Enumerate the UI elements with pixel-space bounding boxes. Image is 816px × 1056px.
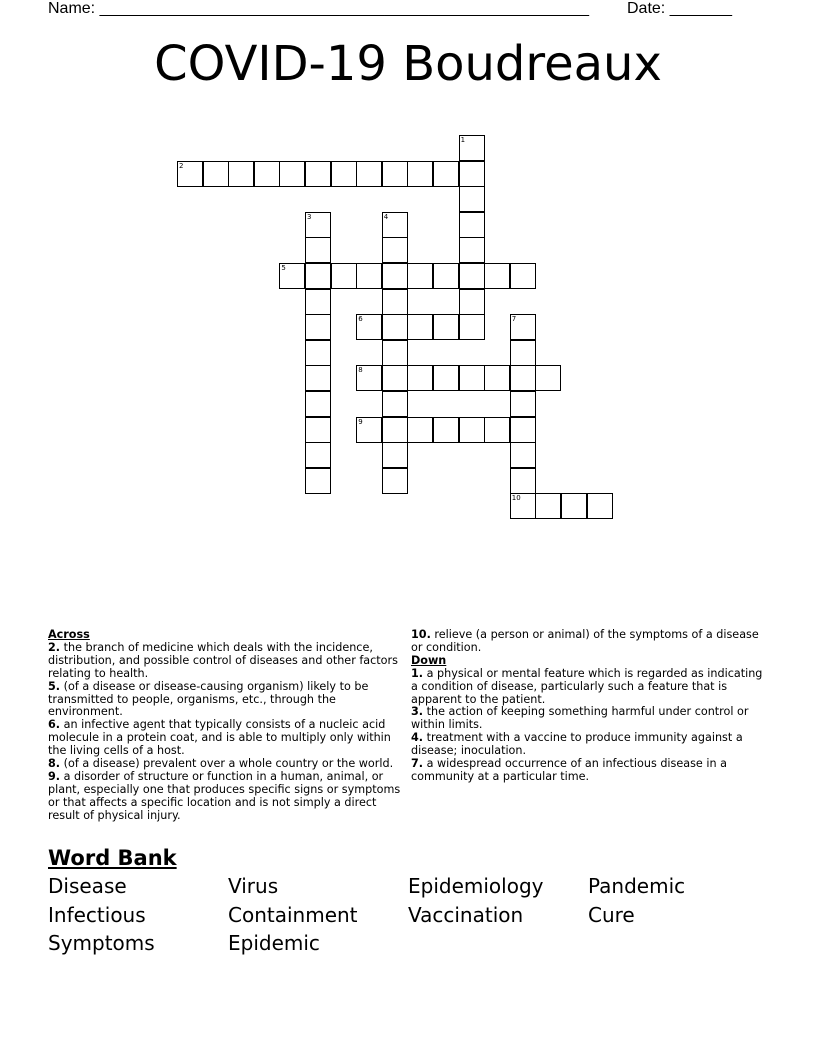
clue-number: 5. — [48, 679, 61, 693]
crossword-cell[interactable] — [510, 391, 536, 417]
crossword-cell[interactable] — [177, 161, 203, 187]
crossword-cell[interactable] — [382, 237, 408, 263]
clue-across-2 — [48, 642, 406, 681]
word-bank-word: Infectious — [48, 903, 146, 927]
clue-text: a physical or mental feature which is regarded as indicating a condition of disease, particularly such a feature that is apparent to the patient. — [411, 666, 763, 706]
crossword-cell[interactable] — [382, 263, 408, 289]
word-bank-word: Pandemic — [588, 874, 686, 898]
clue-number: 4. — [411, 731, 424, 745]
crossword-cell[interactable] — [510, 365, 536, 391]
crossword-cell[interactable] — [535, 493, 561, 519]
word-bank-word: Containment — [228, 903, 358, 927]
word-bank-word: Epidemiology — [408, 874, 544, 898]
crossword-cell[interactable] — [484, 417, 510, 443]
crossword-cell[interactable] — [382, 289, 408, 315]
crossword-cell[interactable] — [305, 263, 331, 289]
crossword-cell[interactable] — [510, 468, 536, 494]
crossword-cell[interactable] — [305, 314, 331, 340]
clue-across-10 — [411, 629, 769, 655]
crossword-cell[interactable] — [459, 263, 485, 289]
word-bank-word: Virus — [228, 874, 279, 898]
crossword-cell[interactable] — [459, 289, 485, 315]
clue-text: (of a disease or disease-causing organism) likely to be transmitted to people, organisms, etc., through the environment. — [48, 679, 369, 719]
crossword-cell[interactable] — [433, 161, 459, 187]
clue-down-3 — [411, 706, 769, 732]
crossword-cell[interactable] — [356, 365, 382, 391]
crossword-cell[interactable] — [305, 161, 331, 187]
word-bank-title: Word Bank — [48, 846, 177, 870]
cell-number: 7 — [511, 315, 517, 324]
crossword-cell[interactable] — [510, 263, 536, 289]
crossword-cell[interactable] — [459, 365, 485, 391]
crossword-cell[interactable] — [510, 493, 536, 519]
crossword-cell[interactable] — [305, 365, 331, 391]
crossword-cell[interactable] — [305, 340, 331, 366]
clue-across-5 — [48, 681, 406, 720]
crossword-cell[interactable] — [305, 468, 331, 494]
crossword-cell[interactable] — [459, 237, 485, 263]
clue-across-6 — [48, 719, 406, 758]
crossword-cell[interactable] — [407, 161, 433, 187]
clue-number: 1. — [411, 666, 424, 680]
crossword-cell[interactable] — [407, 314, 433, 340]
clue-down-1 — [411, 668, 769, 707]
crossword-cell[interactable] — [356, 314, 382, 340]
clues-column-left — [48, 629, 406, 823]
crossword-cell[interactable] — [382, 417, 408, 443]
crossword-cell[interactable] — [484, 263, 510, 289]
page-title: COVID-19 Boudreaux — [154, 36, 662, 92]
cell-number: 8 — [358, 366, 363, 375]
word-bank-word: Symptoms — [48, 931, 155, 955]
crossword-cell[interactable] — [382, 468, 408, 494]
crossword-cell[interactable] — [433, 365, 459, 391]
crossword-cell[interactable] — [459, 186, 485, 212]
crossword-cell[interactable] — [305, 289, 331, 315]
crossword-cell[interactable] — [561, 493, 587, 519]
clue-text: treatment with a vaccine to produce immunity against a disease; inoculation. — [411, 731, 743, 758]
crossword-cell[interactable] — [510, 314, 536, 340]
crossword-cell[interactable] — [203, 161, 229, 187]
clue-number: 10. — [411, 628, 431, 641]
crossword-cell[interactable] — [331, 161, 357, 187]
crossword-cell[interactable] — [356, 263, 382, 289]
crossword-cell[interactable] — [433, 417, 459, 443]
clue-text: an infective agent that typically consists of a nucleic acid molecule in a protein coat, and is able to multiply only within the living cells of a host. — [48, 718, 391, 758]
word-bank-word: Epidemic — [228, 931, 320, 955]
clue-number: 9. — [48, 769, 61, 783]
crossword-cell[interactable] — [254, 161, 280, 187]
clue-down-7 — [411, 758, 769, 784]
crossword-cell[interactable] — [459, 314, 485, 340]
crossword-cell[interactable] — [510, 417, 536, 443]
date-field-label[interactable]: Date: _______ — [627, 0, 732, 17]
crossword-cell[interactable] — [382, 161, 408, 187]
crossword-cell[interactable] — [407, 417, 433, 443]
word-bank-word: Vaccination — [408, 903, 524, 927]
cell-number: 10 — [511, 494, 521, 503]
crossword-cell[interactable] — [433, 263, 459, 289]
crossword-cell[interactable] — [510, 340, 536, 366]
clue-text: a disorder of structure or function in a human, animal, or plant, especially one that produces specific signs or symptoms or that affects a specific location and is not simply a direct result of physical injury. — [48, 769, 401, 822]
clue-number: 8. — [48, 757, 61, 771]
down-heading: Down — [411, 653, 447, 667]
crossword-cell[interactable] — [459, 135, 485, 161]
crossword-cell[interactable] — [305, 442, 331, 468]
crossword-cell[interactable] — [356, 417, 382, 443]
clue-number: 6. — [48, 718, 61, 732]
crossword-cell[interactable] — [356, 161, 382, 187]
crossword-cell[interactable] — [407, 263, 433, 289]
clue-text: relieve (a person or animal) of the symptoms of a disease or condition. — [411, 628, 759, 654]
cell-number: 6 — [358, 315, 363, 324]
crossword-cell[interactable] — [459, 161, 485, 187]
across-heading: Across — [48, 628, 90, 641]
crossword-cell[interactable] — [433, 314, 459, 340]
cell-number: 3 — [307, 212, 312, 221]
crossword-cell[interactable] — [382, 365, 408, 391]
crossword-cell[interactable] — [382, 391, 408, 417]
clue-text: the branch of medicine which deals with the incidence, distribution, and possible control of diseases and other factors relating to health. — [48, 640, 398, 680]
crossword-cell[interactable] — [484, 365, 510, 391]
clue-number: 3. — [411, 705, 424, 719]
crossword-cell[interactable] — [587, 493, 613, 519]
crossword-cell[interactable] — [382, 212, 408, 238]
crossword-cell[interactable] — [305, 237, 331, 263]
crossword-cell[interactable] — [382, 340, 408, 366]
word-bank-word: Cure — [588, 903, 635, 927]
crossword-cell[interactable] — [382, 314, 408, 340]
cell-number: 1 — [460, 136, 466, 144]
clue-down-4 — [411, 732, 769, 758]
clue-number: 2. — [48, 640, 61, 654]
crossword-cell[interactable] — [305, 391, 331, 417]
crossword-cell[interactable] — [279, 161, 305, 187]
cell-number: 5 — [281, 264, 286, 272]
cell-number: 2 — [179, 161, 184, 170]
crossword-cell[interactable] — [331, 263, 357, 289]
crossword-cell[interactable] — [535, 365, 561, 391]
crossword-cell[interactable] — [459, 212, 485, 238]
clue-text: (of a disease) prevalent over a whole country or the world. — [63, 757, 394, 771]
crossword-cell[interactable] — [228, 161, 254, 187]
cell-number: 9 — [358, 417, 363, 426]
name-field-label[interactable]: Name: _______________________________________________________ — [48, 0, 589, 17]
clue-number: 7. — [411, 757, 424, 771]
word-bank-word: Disease — [48, 874, 127, 898]
crossword-cell[interactable] — [459, 417, 485, 443]
clues-column-right — [411, 629, 769, 784]
crossword-cell[interactable] — [305, 212, 331, 238]
crossword-cell[interactable] — [279, 263, 305, 289]
clue-across-9 — [48, 771, 406, 823]
crossword-cell[interactable] — [382, 442, 408, 468]
clue-text: the action of keeping something harmful under control or within limits. — [411, 705, 749, 732]
crossword-cell[interactable] — [510, 442, 536, 468]
crossword-cell[interactable] — [407, 365, 433, 391]
cell-number: 4 — [383, 212, 389, 221]
crossword-cell[interactable] — [305, 417, 331, 443]
clue-text: a widespread occurrence of an infectious disease in a community at a particular time. — [411, 757, 727, 783]
